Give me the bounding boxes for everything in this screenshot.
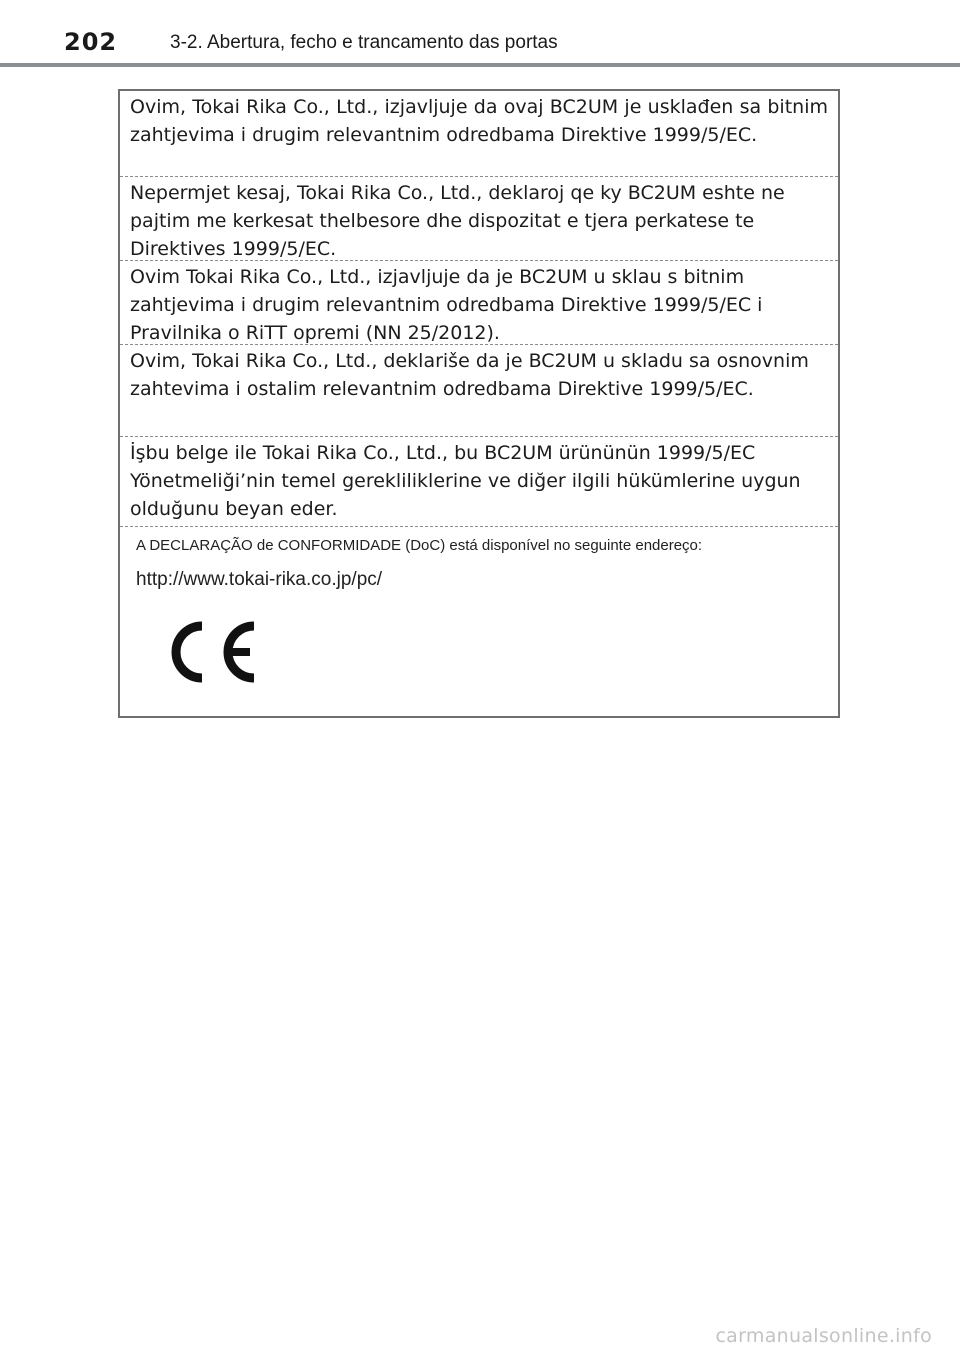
declaration-block-serbian <box>120 345 838 437</box>
declaration-text: Ovim Tokai Rika Co., Ltd., izjavljuje da je BC2UM u sklau s bitnim zahtjevima i drugim relevantnim odredbama Direktive 1999/5/EC i Pravilnika o RiTT opremi (NN 25/2012). <box>130 266 763 344</box>
doc-statement: A DECLARAÇÃO de CONFORMIDADE (DoC) está disponível no seguinte endereço: <box>136 537 703 554</box>
watermark-text: carmanualsonline.info <box>715 1325 932 1347</box>
declaration-block-turkish <box>120 437 838 527</box>
section-title: 3-2. Abertura, fecho e trancamento das portas <box>170 32 558 53</box>
declaration-block-croatian <box>120 91 838 177</box>
page-number: 202 <box>64 28 118 56</box>
page-header <box>0 0 960 70</box>
header-divider <box>0 63 960 67</box>
declaration-text: Ovim, Tokai Rika Co., Ltd., izjavljuje da ovaj BC2UM je usklađen sa bitnim zahtjevima i drugim relevantnim odredbama Direktive 1999/5/EC. <box>130 96 828 146</box>
declaration-text: İşbu belge ile Tokai Rika Co., Ltd., bu BC2UM ürününün 1999/5/EC Yönetmeliği’nin temel gerekliliklerine ve diğer ilgili hükümlerine uygun olduğunu beyan eder. <box>130 442 801 520</box>
doc-url-link[interactable]: http://www.tokai-rika.co.jp/pc/ <box>136 569 383 590</box>
declaration-text: Nepermjet kesaj, Tokai Rika Co., Ltd., deklaroj qe ky BC2UM eshte ne pajtim me kerkesat thelbesore dhe dispozitat e tjera perkatese te Direktives 1999/5/EC. <box>130 182 785 260</box>
declaration-text: Ovim, Tokai Rika Co., Ltd., deklariše da je BC2UM u skladu sa osnovnim zahtevima i ostalim relevantnim odredbama Direktive 1999/5/EC. <box>130 350 809 400</box>
declaration-box <box>118 89 840 718</box>
declaration-block-albanian <box>120 177 838 261</box>
declaration-block-croatian-ritt <box>120 261 838 345</box>
ce-mark-icon <box>164 616 260 688</box>
